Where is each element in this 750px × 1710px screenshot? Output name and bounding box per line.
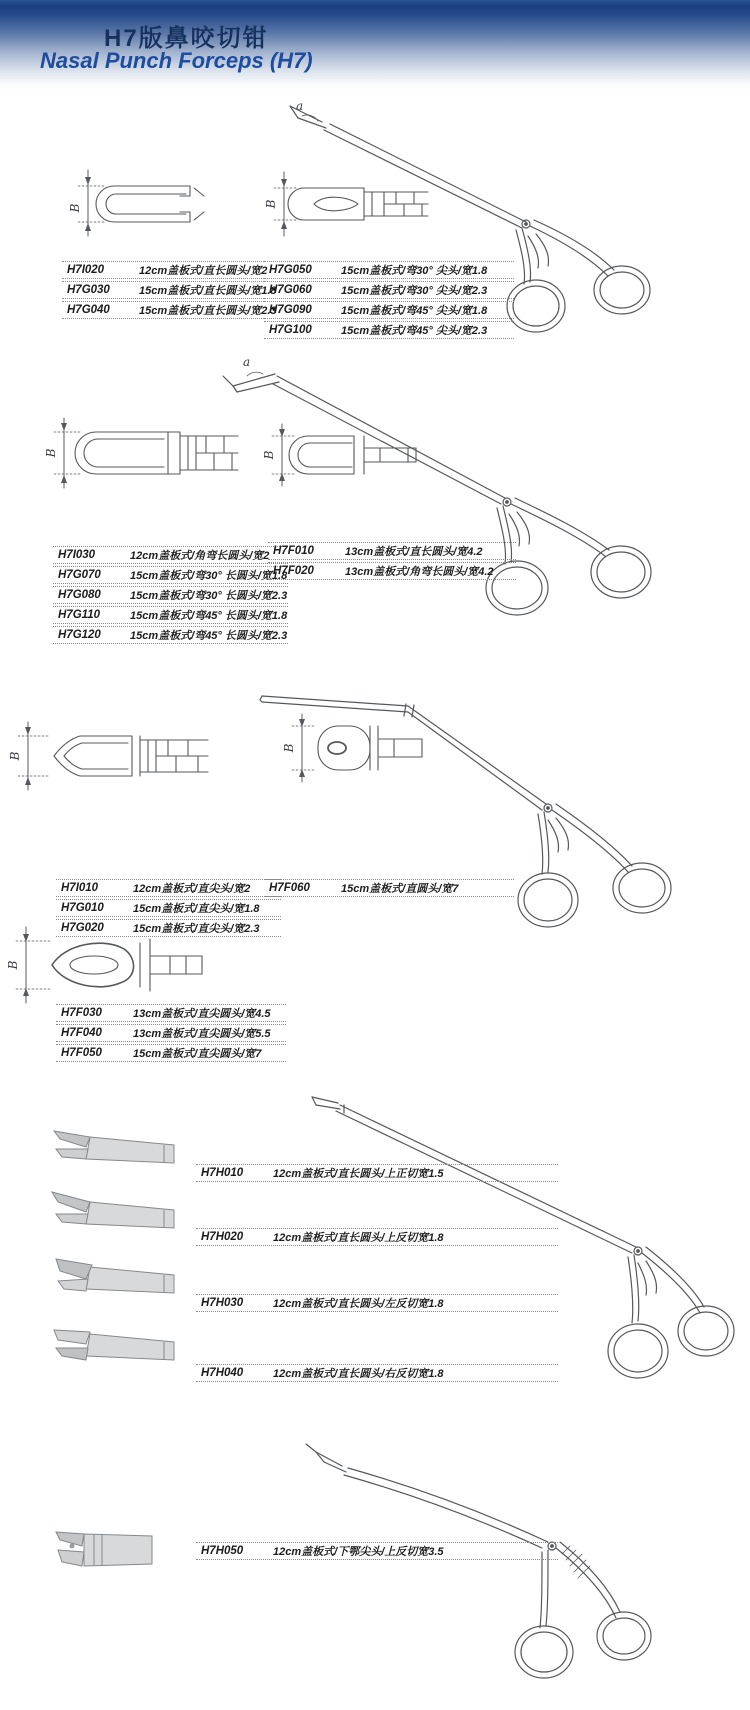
product-table-s4-row1 bbox=[196, 1164, 558, 1184]
table-row bbox=[56, 1024, 286, 1042]
product-desc: 12cm盖板式/直长圆头/左反切宽1.8 bbox=[273, 1298, 444, 1310]
product-desc: 15cm盖板式/直长圆头/宽2.3 bbox=[139, 305, 277, 317]
product-table-s4-row2 bbox=[196, 1228, 558, 1248]
product-desc: 15cm盖板式/弯30° 尖头/宽2.3 bbox=[341, 285, 488, 297]
product-desc: 12cm盖板式/下鄂尖头/上反切宽3.5 bbox=[273, 1546, 444, 1558]
product-code: H7F040 bbox=[61, 1027, 102, 1039]
dimension-b-marker bbox=[262, 424, 296, 486]
dimension-b-label: B bbox=[68, 203, 82, 213]
product-table-s1-right bbox=[264, 261, 514, 341]
product-code: H7F030 bbox=[61, 1007, 102, 1019]
product-code: H7F020 bbox=[273, 565, 314, 577]
finger-rings bbox=[515, 1612, 651, 1678]
product-desc: 15cm盖板式/弯45° 尖头/宽1.8 bbox=[341, 305, 488, 317]
table-row bbox=[53, 566, 288, 584]
tip-detail-sharp-round-head bbox=[6, 925, 221, 1005]
product-code: H7G100 bbox=[269, 324, 312, 336]
product-code: H7G080 bbox=[58, 589, 101, 601]
dimension-b-label: B bbox=[8, 751, 22, 761]
table-row bbox=[264, 301, 514, 319]
table-row bbox=[268, 562, 516, 580]
forceps-jaw-tip bbox=[306, 1444, 346, 1472]
product-desc: 13cm盖板式/角弯长圆头/宽4.2 bbox=[345, 566, 494, 578]
product-code: H7I020 bbox=[67, 264, 105, 276]
angle-a-label: a bbox=[243, 355, 251, 369]
product-table-s4-row4 bbox=[196, 1364, 558, 1384]
angle-a-label: a bbox=[296, 99, 304, 113]
product-table-s4-row3 bbox=[196, 1294, 558, 1314]
product-desc: 12cm盖板式/直长圆头/上正切宽1.5 bbox=[273, 1168, 444, 1180]
table-row bbox=[264, 281, 514, 299]
table-row bbox=[62, 261, 278, 279]
table-row bbox=[56, 1004, 286, 1022]
product-table-s3-left2 bbox=[56, 1004, 286, 1064]
tip-detail-round-flat-head bbox=[282, 712, 432, 784]
page-header bbox=[0, 0, 750, 90]
product-code: H7I010 bbox=[61, 882, 99, 894]
product-code: H7H030 bbox=[201, 1297, 244, 1309]
product-code: H7H040 bbox=[201, 1367, 244, 1379]
product-table-s5-row1 bbox=[196, 1542, 558, 1562]
dimension-b-label: B bbox=[282, 743, 296, 753]
product-code: H7G060 bbox=[269, 284, 312, 296]
dimension-b-label: B bbox=[264, 199, 278, 209]
product-code: H7H020 bbox=[201, 1231, 244, 1243]
product-code: H7G020 bbox=[61, 922, 104, 934]
dimension-b-label: B bbox=[262, 450, 276, 460]
dimension-b-marker bbox=[6, 927, 50, 1003]
table-row bbox=[53, 586, 288, 604]
product-code: H7G070 bbox=[58, 569, 101, 581]
jaw-thumbnail-up-back-cut bbox=[46, 1190, 181, 1238]
forceps-jaw-tip bbox=[260, 696, 408, 712]
product-code: H7H010 bbox=[201, 1167, 244, 1179]
product-desc: 15cm盖板式/弯30° 尖头/宽1.8 bbox=[341, 265, 488, 277]
table-row bbox=[53, 626, 288, 644]
product-code: H7F050 bbox=[61, 1047, 102, 1059]
forceps-illustration-5 bbox=[276, 1440, 750, 1700]
table-row bbox=[196, 1364, 558, 1382]
finger-rings bbox=[608, 1306, 734, 1378]
table-row bbox=[53, 546, 288, 564]
product-desc: 12cm盖板式/角弯长圆头/宽2 bbox=[130, 550, 270, 562]
dimension-b-marker bbox=[264, 172, 298, 236]
table-row bbox=[264, 879, 514, 897]
tip-detail-straight-sharp-head bbox=[8, 716, 216, 796]
product-desc: 12cm盖板式/直长圆头/右反切宽1.8 bbox=[273, 1368, 444, 1380]
spring-hatching bbox=[562, 1546, 590, 1578]
product-code: H7G010 bbox=[61, 902, 104, 914]
dimension-b-marker bbox=[8, 722, 50, 790]
product-desc: 15cm盖板式/直尖头/宽1.8 bbox=[133, 903, 260, 915]
product-desc: 15cm盖板式/弯45° 尖头/宽2.3 bbox=[341, 325, 488, 337]
page-title-en: Nasal Punch Forceps (H7) bbox=[40, 48, 313, 73]
product-code: H7G040 bbox=[67, 304, 110, 316]
product-desc: 12cm盖板式/直长圆头/宽2 bbox=[139, 265, 268, 277]
table-row bbox=[62, 301, 278, 319]
dimension-b-label: B bbox=[44, 448, 58, 458]
product-desc: 13cm盖板式/直尖圆头/宽4.5 bbox=[133, 1008, 271, 1020]
product-desc: 12cm盖板式/直长圆头/上反切宽1.8 bbox=[273, 1232, 444, 1244]
product-desc: 15cm盖板式/直圆头/宽7 bbox=[341, 883, 459, 895]
table-row bbox=[53, 606, 288, 624]
product-desc: 15cm盖板式/直长圆头/宽1.8 bbox=[139, 285, 277, 297]
table-row bbox=[56, 1044, 286, 1062]
finger-rings bbox=[507, 266, 650, 332]
product-code: H7F060 bbox=[269, 882, 310, 894]
jaw-thumbnail-up-cut bbox=[46, 1125, 181, 1173]
product-table-s2-right bbox=[268, 542, 516, 582]
table-row bbox=[56, 879, 281, 897]
page-title-zh: H7版鼻咬切钳 bbox=[104, 25, 269, 52]
product-desc: 12cm盖板式/直尖头/宽2 bbox=[133, 883, 251, 895]
tip-detail-long-round-head-ratchet bbox=[44, 420, 245, 486]
tip-detail-long-round-head bbox=[62, 172, 212, 236]
product-desc: 15cm盖板式/弯30° 长圆头/宽1.8 bbox=[130, 570, 288, 582]
product-desc: 15cm盖板式/直尖圆头/宽7 bbox=[133, 1048, 262, 1060]
forceps-jaw-tip bbox=[290, 106, 326, 128]
table-row bbox=[56, 899, 281, 917]
product-desc: 15cm盖板式/弯45° 长圆头/宽2.3 bbox=[130, 630, 288, 642]
product-table-s3-right bbox=[264, 879, 514, 899]
forceps-jaw-tip bbox=[223, 374, 279, 392]
product-code: H7H050 bbox=[201, 1545, 244, 1557]
tip-detail-round-head bbox=[262, 424, 430, 486]
finger-rings bbox=[518, 863, 671, 927]
product-desc: 15cm盖板式/弯30° 长圆头/宽2.3 bbox=[130, 590, 288, 602]
product-table-s2-left bbox=[53, 546, 288, 646]
product-code: H7G050 bbox=[269, 264, 312, 276]
product-table-s1-left bbox=[62, 261, 278, 321]
jaw-thumbnail-right-back-cut bbox=[46, 1322, 181, 1370]
forceps-jaw-tip bbox=[312, 1097, 344, 1113]
table-row bbox=[264, 261, 514, 279]
dimension-b-marker bbox=[68, 170, 106, 236]
table-row bbox=[196, 1542, 558, 1560]
forceps-illustration-3 bbox=[248, 660, 710, 960]
product-code: H7G120 bbox=[58, 629, 101, 641]
product-code: H7G090 bbox=[269, 304, 312, 316]
product-code: H7G030 bbox=[67, 284, 110, 296]
table-row bbox=[196, 1294, 558, 1312]
product-code: H7F010 bbox=[273, 545, 314, 557]
tip-detail-sharp-head bbox=[264, 172, 438, 236]
table-row bbox=[268, 542, 516, 560]
product-desc: 13cm盖板式/直长圆头/宽4.2 bbox=[345, 546, 483, 558]
product-desc: 13cm盖板式/直尖圆头/宽5.5 bbox=[133, 1028, 271, 1040]
product-desc: 15cm盖板式/弯45° 长圆头/宽1.8 bbox=[130, 610, 288, 622]
table-row bbox=[264, 321, 514, 339]
jaw-thumbnail-lower-jaw-sharp bbox=[48, 1522, 163, 1576]
product-desc: 15cm盖板式/直尖头/宽2.3 bbox=[133, 923, 260, 935]
table-row bbox=[196, 1228, 558, 1246]
table-row bbox=[62, 281, 278, 299]
product-code: H7I030 bbox=[58, 549, 96, 561]
table-row bbox=[196, 1164, 558, 1182]
product-code: H7G110 bbox=[58, 609, 100, 621]
jaw-thumbnail-left-back-cut bbox=[46, 1255, 181, 1303]
dimension-b-label: B bbox=[6, 960, 20, 970]
